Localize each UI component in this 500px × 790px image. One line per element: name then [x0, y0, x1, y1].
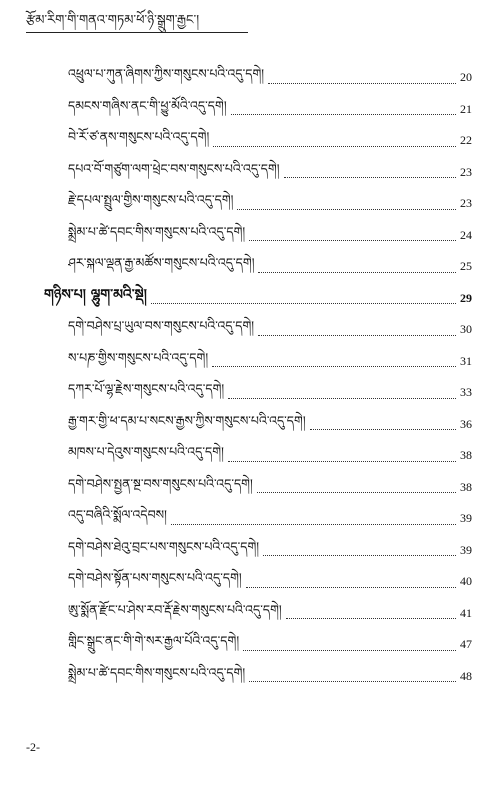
dot-leader: [263, 554, 456, 556]
dot-leader: [212, 365, 456, 367]
toc-entry: [0, 535, 500, 567]
dot-leader: [243, 649, 456, 651]
toc-entry: [0, 188, 500, 220]
toc-entry-page: 29: [460, 290, 472, 305]
toc-entry-title: དཔའ་བོ་གཙུག་ལག་ཕྲེང་བས་གསུངས་པའི་འདུ་དགེ།: [68, 160, 280, 176]
toc-entry-title: འདུ་བཞིའི་སྨོལ་འདེབས།: [68, 507, 167, 523]
dot-leader: [171, 523, 456, 525]
toc-entry-title: དཀར་པོ་ལྷ་རྗེས་གསུངས་པའི་འདུ་དགེ།: [68, 381, 225, 397]
toc-entry-page: 24: [460, 227, 472, 242]
toc-entry: [0, 629, 500, 661]
toc-entry: [0, 661, 500, 693]
toc-entry-title: མཁས་པ་དེའུས་གསུངས་པའི་འདུ་དགེ།: [68, 444, 224, 460]
running-header: རྩོམ་རིག་གི་གནའ་གཏམ་ཕོ་ཉི་སྒྲུག་རྒྱང་།: [26, 13, 200, 28]
toc-entry: [0, 125, 500, 157]
toc-entry: [0, 62, 500, 94]
toc-entry-page: 30: [460, 322, 472, 337]
toc-entry-page: 39: [460, 511, 472, 526]
table-of-contents: [0, 62, 500, 692]
toc-entry-page: 33: [460, 385, 472, 400]
toc-entry-title: དགེ་བཤེས་པྲ་ཡུལ་བས་གསུངས་པའི་འདུ་དགེ།: [68, 318, 255, 334]
toc-entry: [0, 94, 500, 126]
dot-leader: [237, 208, 456, 210]
toc-entry-title: དགེ་བཤེས་སྤྱན་སྔ་བས་གསུངས་པའི་འདུ་དགེ།: [68, 475, 253, 491]
page-number: -2-: [26, 740, 40, 754]
toc-entry-page: 23: [460, 196, 472, 211]
toc-entry-page: 20: [460, 70, 472, 85]
toc-entry: [0, 377, 500, 409]
dot-leader: [228, 460, 456, 462]
toc-entry: [0, 157, 500, 189]
toc-entry: [0, 220, 500, 252]
dot-leader: [257, 491, 456, 493]
toc-entry: [0, 346, 500, 378]
toc-entry-title: བེ་རོ་ཙ་ནས་གསུངས་པའི་འདུ་དགེ།: [68, 129, 210, 145]
toc-entry-title: སྨྲེམ་པ་ཚེ་དབང་གིས་གསུངས་པའི་འདུ་དགེ།: [68, 664, 246, 680]
toc-entry-title: གཉིས་པ། ལྷུག་མའི་སྡེ།: [44, 287, 147, 304]
toc-entry: [0, 440, 500, 472]
toc-entry: [0, 566, 500, 598]
dot-leader: [246, 586, 456, 588]
dot-leader: [231, 113, 456, 115]
dot-leader: [284, 176, 456, 178]
toc-entry-title: ཤར་སྐལ་ལྡན་རྒྱ་མཚོས་གསུངས་པའི་འདུ་དགེ།: [68, 255, 255, 271]
toc-entry-page: 25: [460, 259, 472, 274]
toc-entry-title: དམངས་གཞིས་ནང་གི་ཕྱུ་མོའི་འདུ་དགེ།: [68, 97, 227, 113]
toc-entry-page: 36: [460, 416, 472, 431]
toc-entry: [0, 598, 500, 630]
toc-entry-page: 40: [460, 574, 472, 589]
toc-entry-title: ཨུ་སྨོན་རྫོང་པ་ཤེས་རབ་རྡོ་རྗེས་གསུངས་པའི་འདུ་དགེ།: [68, 601, 282, 617]
toc-entry-page: 38: [460, 448, 472, 463]
toc-section-heading: [0, 283, 500, 315]
dot-leader: [258, 334, 456, 336]
dot-leader: [213, 145, 456, 147]
dot-leader: [228, 397, 456, 399]
toc-entry-page: 41: [460, 605, 472, 620]
toc-entry-page: 23: [460, 164, 472, 179]
toc-entry-title: འཕྲུལ་པ་ཀུན་ཞིགས་ཀྱིས་གསུངས་པའི་འདུ་དགེ།: [68, 66, 265, 82]
dot-leader: [268, 82, 456, 84]
toc-entry-page: 21: [460, 101, 472, 116]
toc-entry-title: གླིང་སྒྲུང་ནང་གི་གེ་སར་རྒྱལ་པོའི་འདུ་དགེ།: [68, 633, 240, 649]
toc-entry-title: དགེ་བཤེས་སྟོན་པས་གསུངས་པའི་འདུ་དགེ།: [68, 570, 242, 586]
toc-entry: [0, 472, 500, 504]
dot-leader: [249, 239, 456, 241]
dot-leader: [151, 302, 456, 304]
dot-leader: [258, 271, 456, 273]
toc-entry-title: རྒྱ་གར་གྱི་ཕ་དམ་པ་སངས་རྒྱས་ཀྱིས་གསུངས་པའི་འདུ་དགེ།: [68, 412, 306, 428]
toc-entry-page: 31: [460, 353, 472, 368]
header-rule: [26, 32, 248, 33]
toc-entry-page: 22: [460, 133, 472, 148]
dot-leader: [286, 617, 456, 619]
toc-entry-page: 39: [460, 542, 472, 557]
dot-leader: [249, 680, 456, 682]
toc-entry-page: 48: [460, 668, 472, 683]
toc-entry: [0, 503, 500, 535]
toc-entry-page: 38: [460, 479, 472, 494]
toc-entry-title: སྨྲེམ་པ་ཚེ་དབང་གིས་གསུངས་པའི་འདུ་དགེ།: [68, 223, 246, 239]
toc-entry-title: ས་པཎ་གྱིས་གསུངས་པའི་འདུ་དགེ།: [68, 349, 209, 365]
dot-leader: [310, 428, 456, 430]
toc-entry: [0, 409, 500, 441]
toc-entry-page: 47: [460, 637, 472, 652]
toc-entry-title: དགེ་བཤེས་ཐེའུ་བྲང་པས་གསུངས་པའི་འདུ་དགེ།: [68, 538, 260, 554]
toc-entry: [0, 314, 500, 346]
toc-entry-title: རྗེ་དཔལ་སྤྲུལ་གྱིས་གསུངས་པའི་འདུ་དགེ།: [68, 192, 234, 208]
